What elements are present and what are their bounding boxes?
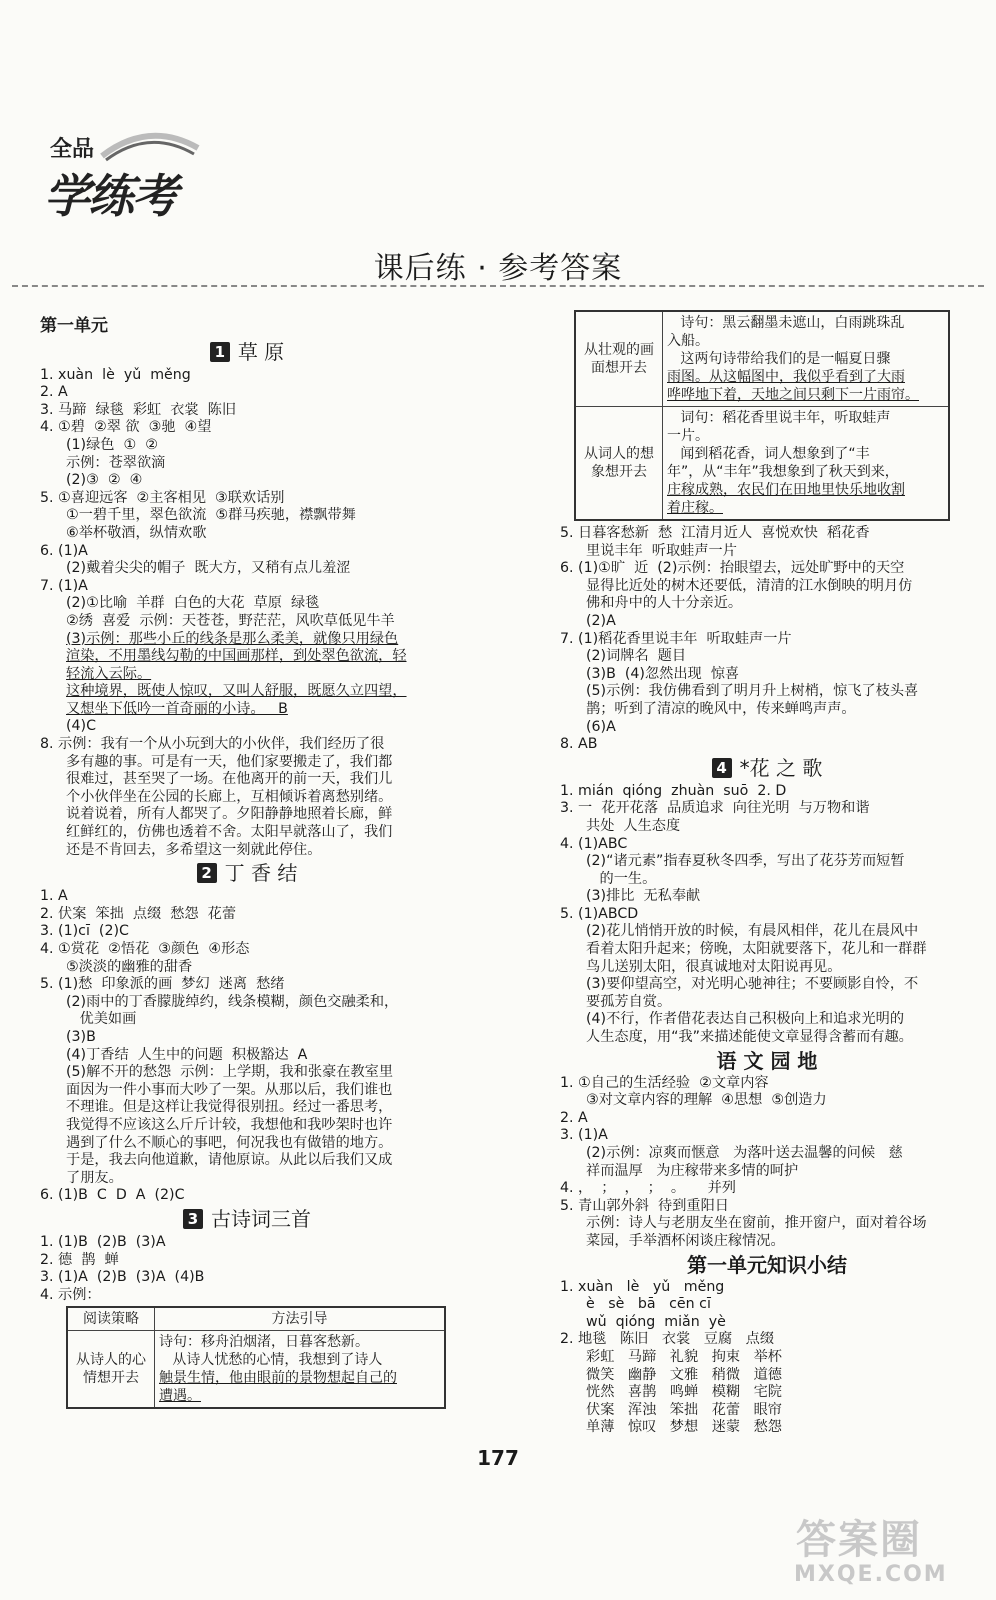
answer-line: 多有趣的事。可是有一天，他们家要搬走了，我们都 bbox=[66, 753, 393, 770]
answer-line: (3)B bbox=[66, 1028, 96, 1045]
answer-line: 3. (1)cī (2)C bbox=[40, 923, 129, 940]
answer-line: 5. 日暮客愁新 愁 江清月近人 喜悦欢快 稻花香 bbox=[560, 525, 870, 541]
answer-line: 要孤芳自赏。 bbox=[586, 993, 672, 1010]
lesson-number-badge: 4 bbox=[712, 758, 732, 778]
underlined-answer-line bbox=[40, 631, 454, 649]
answer-line: 1. ①自己的生活经验 ②文章内容 bbox=[560, 1074, 769, 1091]
underlined-text: (3)示例：那些小丘的线条是那么柔美，就像只用绿色 bbox=[66, 630, 399, 647]
page-title: 课后练 · 参考答案 bbox=[373, 251, 623, 286]
answer-line: 4. 示例： bbox=[40, 1286, 101, 1303]
table-row-label: 从词人的想象想开去 bbox=[575, 407, 663, 521]
underlined-text: 又想坐下低吟一首奇丽的小诗。 B bbox=[66, 700, 288, 717]
answer-line: 1. A bbox=[40, 888, 68, 905]
answer-line: 5. (1)ABCD bbox=[560, 905, 639, 922]
answer-line: 2. 伏案 笨拙 点缀 愁怨 花蕾 bbox=[40, 905, 237, 922]
table-line: 词句：稻花香里说丰年，听取蛙声 bbox=[667, 410, 891, 426]
answer-line: 6. (1)B C D A (2)C bbox=[40, 1187, 185, 1204]
answer-line: 示例：诗人与老朋友坐在窗前，推开窗户，面对着谷场 bbox=[586, 1215, 927, 1232]
lesson-heading bbox=[40, 339, 454, 366]
section-heading: 语 文 园 地 bbox=[716, 1048, 818, 1073]
table-line: 诗句：移舟泊烟渚，日暮客愁新。 bbox=[159, 1334, 369, 1351]
answer-line: 祥而温厚 为庄稼带来多情的呵护 bbox=[586, 1162, 799, 1179]
answer-line: (4)C bbox=[66, 718, 97, 735]
table-line: 雨图。从这幅图中，我似乎看到了大雨 bbox=[667, 369, 905, 385]
answer-line: 2. 地毯 陈旧 衣裳 豆腐 点缀 bbox=[560, 1331, 775, 1348]
answer-line: 里说丰年 听取蛙声一片 bbox=[586, 542, 737, 559]
answer-line: 5. 青山郭外斜 待到重阳日 bbox=[560, 1197, 729, 1214]
answer-line: 还是不肯回去，多希望这一刻就此停住。 bbox=[66, 841, 322, 858]
left-column bbox=[40, 318, 454, 1409]
answer-line: 很难过，甚至哭了一场。在他离开的前一天，我们儿 bbox=[66, 771, 393, 788]
answer-line: (4)不行，作者借花表达自己积极向上和追求光明的 bbox=[586, 1011, 905, 1028]
answer-line: 8. AB bbox=[560, 736, 598, 753]
table-cell-method bbox=[155, 1331, 446, 1409]
lesson-title: 丁 香 结 bbox=[224, 861, 298, 886]
underlined-text: 渲染，不用墨线勾勒的中国画那样，到处翠色欲流，轻 bbox=[66, 648, 407, 665]
lesson-heading bbox=[560, 755, 974, 782]
page-number: 177 bbox=[477, 1446, 519, 1470]
answer-line: 8. 示例：我有一个从小玩到大的小伙伴，我们经历了很 bbox=[40, 736, 385, 753]
answer-line: 恍然 喜鹊 鸣蝉 模糊 宅院 bbox=[586, 1384, 782, 1401]
answer-line: 3. (1)A bbox=[560, 1127, 608, 1144]
right-column bbox=[560, 315, 974, 1437]
lesson-number-badge: 3 bbox=[183, 1209, 203, 1229]
table-row-label: 从壮观的画面想开去 bbox=[575, 311, 663, 407]
answer-line: (2)A bbox=[586, 612, 616, 629]
answer-line: 共处 人生态度 bbox=[586, 817, 681, 834]
table-line: 这两句诗带给我们的是一幅夏日骤 bbox=[667, 351, 891, 367]
answer-line: 我觉得不应该这么斤斤计较，我想他和我吵架时也许 bbox=[66, 1116, 393, 1133]
watermark-url: MXQE.COM bbox=[794, 1562, 948, 1587]
answer-line: 3. 一 花开花落 品质追求 向往光明 与万物和谐 bbox=[560, 800, 870, 817]
table-line: 触景生情，他由眼前的景物想起自己的 bbox=[159, 1370, 397, 1387]
title-divider bbox=[12, 285, 984, 287]
answer-line: 5. ①喜迎远客 ②主客相见 ③联欢话别 bbox=[40, 489, 285, 506]
answer-line: ③对文章内容的理解 ④思想 ⑤创造力 bbox=[586, 1092, 827, 1109]
answer-line: (3)B (4)忽然出现 惊喜 bbox=[586, 665, 740, 682]
answer-line: 于是，我去向他道歉，请他原谅。从此以后我们又成 bbox=[66, 1152, 393, 1169]
table-line: 从诗人忧愁的心情，我想到了诗人 bbox=[159, 1352, 383, 1369]
lesson-title: 古诗词三首 bbox=[211, 1206, 311, 1231]
lesson-title: 草 原 bbox=[237, 339, 285, 364]
answer-line: 2. 德 鹊 蝉 bbox=[40, 1251, 119, 1268]
reading-strategy-table-continued bbox=[574, 310, 950, 521]
brand-logo bbox=[42, 126, 212, 226]
answer-line: 鹊；听到了清凉的晚风中，传来蝉鸣声声。 bbox=[586, 700, 856, 717]
table-header-method: 方法引导 bbox=[155, 1307, 446, 1331]
underlined-text: 这种境界，既使人惊叹，又叫人舒服，既愿久立四望， bbox=[66, 683, 407, 700]
table-line: 诗句：黑云翻墨未遮山，白雨跳珠乱 bbox=[667, 315, 905, 331]
lesson-heading bbox=[40, 1206, 454, 1233]
underlined-answer-line bbox=[40, 666, 454, 684]
answer-line: (2)“诸元素”指春夏秋冬四季，写出了花芬芳而短暂 bbox=[586, 853, 905, 870]
lesson-heading bbox=[40, 860, 454, 887]
answer-line: 5. (1)愁 印象派的画 梦幻 迷离 愁绪 bbox=[40, 976, 285, 993]
table-line: 庄稼成熟，农民们在田地里快乐地收割 bbox=[667, 482, 905, 498]
lesson-number-badge: 2 bbox=[197, 863, 217, 883]
table-line: 闻到稻花香，词人想象到了“丰 bbox=[667, 446, 870, 462]
answer-line: 1. xuàn lè yǔ měng bbox=[40, 366, 191, 383]
answer-line: (5)示例：我仿佛看到了明月升上树梢，惊飞了枝头喜 bbox=[586, 683, 919, 700]
answer-line: 鸟儿送别太阳，很真诚地对太阳说再见。 bbox=[586, 958, 842, 975]
answer-line: (2)示例：凉爽而惬意 为落叶送去温馨的问候 慈 bbox=[586, 1145, 903, 1161]
answer-line: (3)排比 无私奉献 bbox=[586, 888, 701, 905]
right-answers bbox=[560, 525, 974, 1437]
answer-line: 4. ①碧 ②翠 欲 ③驰 ④望 bbox=[40, 419, 212, 436]
underlined-answer-line bbox=[40, 683, 454, 701]
answer-line: 7. (1)稻花香里说丰年 听取蛙声一片 bbox=[560, 630, 792, 647]
left-answers bbox=[40, 318, 454, 1304]
answer-line: 显得比近处的树木还要低，清清的江水倒映的明月仿 bbox=[586, 577, 913, 594]
answer-line: 人生态度，用“我”来描述能使文章显得含蓄而有趣。 bbox=[586, 1029, 913, 1046]
answer-line: 3. 马蹄 绿毯 彩虹 衣裳 陈旧 bbox=[40, 401, 237, 418]
reading-strategy-table bbox=[66, 1306, 446, 1409]
answer-line: 彩虹 马蹄 礼貌 拘束 举杯 bbox=[586, 1348, 782, 1365]
table-cell-method bbox=[663, 311, 950, 407]
answer-line: 4. ①赏花 ②悟花 ③颜色 ④形态 bbox=[40, 941, 250, 957]
answer-line: (2)③ ② ④ bbox=[66, 472, 143, 489]
table-line: 一片。 bbox=[667, 428, 709, 444]
lesson-number-badge: 1 bbox=[210, 342, 230, 362]
answer-line: 不理谁。但是这样让我觉得很别扭。经过一番思考， bbox=[66, 1099, 393, 1116]
answer-line: (2)词牌名 题目 bbox=[586, 648, 687, 665]
answer-line: 菜园，手举酒杯闲谈庄稼情况。 bbox=[586, 1232, 785, 1249]
answer-line: 了朋友。 bbox=[66, 1169, 123, 1186]
answer-line: 2. A bbox=[40, 384, 68, 401]
answer-line: 红鲜红的，仿佛也透着不舍。太阳早就落山了，我们 bbox=[66, 824, 393, 841]
answer-line: 说着说着，所有人都哭了。夕阳静静地照着长廊，鲜 bbox=[66, 806, 393, 823]
answer-line: 示例：苍翠欲滴 bbox=[66, 454, 166, 471]
table-line: 着庄稼。 bbox=[667, 500, 723, 516]
lesson-title: *花 之 歌 bbox=[739, 755, 823, 780]
answer-line: ①一碧千里，翠色欲流 ⑤群马疾驰，襟飘带舞 bbox=[66, 507, 356, 524]
table-line: 遭遇。 bbox=[159, 1388, 201, 1405]
logo-top-text: 全品 bbox=[50, 137, 95, 162]
answer-line: 优美如画 bbox=[66, 1011, 137, 1028]
answer-line: 佛和舟中的人十分亲近。 bbox=[586, 595, 743, 612]
underlined-text: 轻流入云际。 bbox=[66, 665, 152, 682]
section-heading: 第一单元知识小结 bbox=[687, 1252, 847, 1277]
answer-line: ⑤淡淡的幽雅的甜香 bbox=[66, 958, 193, 975]
answer-line: 4. ， ； ， ； 。 并列 bbox=[560, 1180, 736, 1197]
answer-line: (2)花儿悄悄开放的时候，有晨风相伴，花儿在晨风中 bbox=[586, 923, 919, 940]
answer-line: 1. xuàn lè yǔ měng bbox=[560, 1278, 725, 1295]
answer-line: 遇到了什么不顺心的事吧，何况我也有做错的地方。 bbox=[66, 1134, 393, 1151]
table-header-strategy: 阅读策略 bbox=[67, 1307, 155, 1331]
table-cell-method bbox=[663, 407, 950, 521]
answer-line: (2)①比喻 羊群 白色的大花 草原 绿毯 bbox=[66, 595, 320, 612]
table-row-label: 从诗人的心情想开去 bbox=[67, 1331, 155, 1409]
answer-line: 微笑 幽静 文雅 稍微 道德 bbox=[586, 1366, 782, 1383]
answer-line: 面因为一件小事而大吵了一架。从那以后，我们谁也 bbox=[66, 1081, 393, 1098]
answer-line: (2)雨中的丁香朦胧绰约，线条模糊，颜色交融柔和， bbox=[66, 993, 399, 1010]
answer-line: 1. (1)B (2)B (3)A bbox=[40, 1233, 166, 1250]
answer-line: 2. A bbox=[560, 1109, 588, 1126]
answer-line: 个小伙伴坐在公园的长廊上，互相倾诉着离愁别绪。 bbox=[66, 788, 393, 805]
answer-line: (2)戴着尖尖的帽子 既大方，又稍有点儿羞涩 bbox=[66, 560, 351, 577]
answer-line: (4)丁香结 人生中的问题 积极豁达 A bbox=[66, 1046, 308, 1063]
answer-line: (5)解不开的愁怨 示例：上学期，我和张豪在教室里 bbox=[66, 1064, 394, 1081]
watermark-title: 答案圈 bbox=[796, 1517, 922, 1563]
answer-line: (6)A bbox=[586, 718, 616, 735]
watermark bbox=[786, 1508, 976, 1592]
answer-line: 6. (1)A bbox=[40, 542, 88, 559]
answer-line: 伏案 浑浊 笨拙 花蕾 眼帘 bbox=[586, 1401, 782, 1418]
answer-line: 1. mián qióng zhuàn suō 2. D bbox=[560, 782, 787, 799]
answer-line: (1)绿色 ① ② bbox=[66, 436, 158, 453]
answer-line: 单薄 惊叹 梦想 迷蒙 愁怨 bbox=[586, 1419, 782, 1436]
answer-line: 的一生。 bbox=[586, 870, 657, 887]
logo-main-text: 学练考 bbox=[44, 169, 176, 223]
answer-line: wǔ qióng miǎn yè bbox=[586, 1313, 726, 1330]
table-line: 哗哗地下着，天地之间只剩下一片雨帘。 bbox=[667, 387, 919, 403]
answer-line: è sè bā cēn cī bbox=[586, 1296, 711, 1313]
underlined-answer-line bbox=[40, 701, 454, 719]
table-line: 入船。 bbox=[667, 333, 709, 349]
answer-line: 6. (1)①旷 近 (2)示例：抬眼望去，远处旷野中的天空 bbox=[560, 560, 905, 577]
underlined-answer-line bbox=[40, 648, 454, 666]
answer-line: 3. (1)A (2)B (3)A (4)B bbox=[40, 1269, 205, 1286]
answer-line: (3)要仰望高空，对光明心驰神往；不要顾影自怜，不 bbox=[586, 976, 919, 993]
answer-line: 7. (1)A bbox=[40, 577, 88, 594]
unit-heading: 第一单元 bbox=[40, 316, 108, 336]
answer-line: 4. (1)ABC bbox=[560, 835, 628, 852]
answer-line: ②绣 喜爱 示例：天苍苍，野茫茫，风吹草低见牛羊 bbox=[66, 612, 395, 629]
answer-line: 看着太阳升起来；傍晚，太阳就要落下，花儿和一群群 bbox=[586, 941, 927, 958]
answer-line: ⑥举杯敬酒，纵情欢歌 bbox=[66, 524, 207, 541]
table-line: 年”，从“丰年”我想象到了秋天到来， bbox=[667, 464, 899, 480]
